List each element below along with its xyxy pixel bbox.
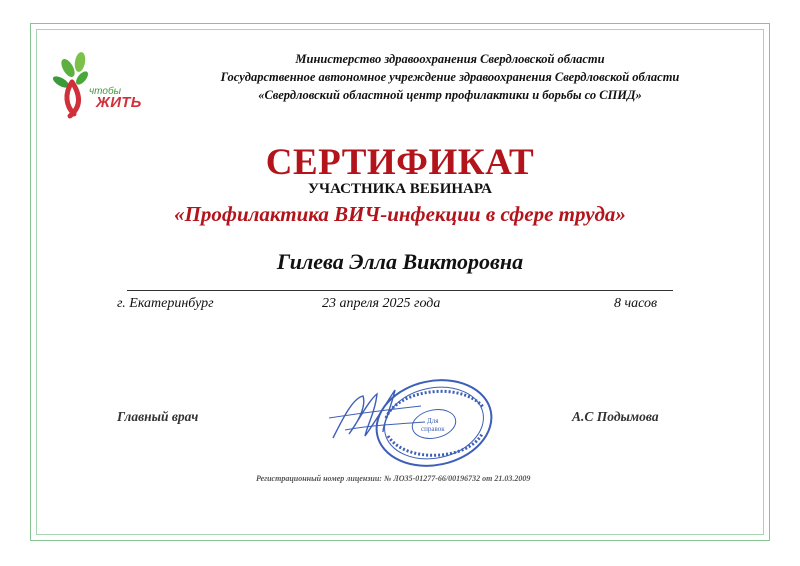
signer-position: Главный врач (117, 409, 199, 424)
stamp-text-1: Для (427, 417, 439, 425)
certificate-title: СЕРТИФИКАТ (265, 142, 535, 183)
official-stamp-icon (372, 378, 496, 468)
org-line-center: «Свердловский областной центр профилактики и борьбы со СПИД» (258, 88, 642, 102)
logo-text-big: ЖИТЬ (96, 94, 142, 111)
org-line-institution: Государственное автономное учреждение здравоохранения Свердловской области (220, 70, 680, 84)
signer-name: А.С Подымова (572, 409, 659, 424)
participant-name: Гилева Элла Викторовна (276, 249, 524, 274)
stamp-text-2: справок (421, 425, 445, 433)
certificate-subtitle: УЧАСТНИКА ВЕБИНАРА (308, 181, 492, 197)
duration-hours: 8 часов (614, 296, 658, 311)
city: г. Екатеринбург (117, 296, 214, 311)
org-line-ministry: Министерство здравоохранения Свердловской области (295, 52, 605, 66)
webinar-title: «Профилактика ВИЧ-инфекции в сфере труда» (174, 202, 626, 226)
license-number: Регистрационный номер лицензии: № ЛО35-01277-66/00196732 от 21.03.2009 (256, 474, 531, 483)
issue-date: 23 апреля 2025 года (322, 296, 441, 311)
logo-text-small: чтобы (89, 86, 121, 97)
name-underline (127, 290, 673, 291)
